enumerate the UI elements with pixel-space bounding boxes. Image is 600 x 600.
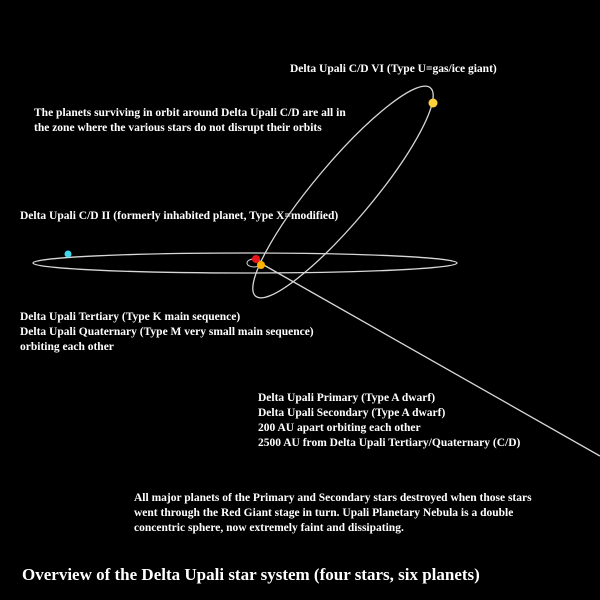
quaternary-star-marker	[257, 261, 265, 269]
tertiary-label-line: Delta Upali Tertiary (Type K main sequence)	[20, 311, 241, 323]
destroyed-note-line: went through the Red Giant stage in turn. Upali Planetary Nebula is a double	[134, 507, 514, 519]
page-title: Overview of the Delta Upali star system (four stars, six planets)	[22, 565, 480, 584]
destroyed-planets-note	[134, 491, 532, 536]
orbit-planet-ii	[33, 253, 457, 273]
primary-label-line: Delta Upali Primary (Type A dwarf)	[258, 392, 436, 404]
tertiary-quaternary-label	[20, 310, 314, 355]
primary-secondary-label	[258, 391, 520, 451]
tertiary-label-line: orbiting each other	[20, 341, 114, 353]
planet-ii-label: Delta Upali C/D II (formerly inhabited planet, Type X=modified)	[20, 210, 339, 222]
primary-label-line: Delta Upali Secondary (Type A dwarf)	[258, 407, 446, 419]
surviving-note-line: the zone where the various stars do not disrupt their orbits	[34, 122, 322, 134]
tertiary-label-line: Delta Upali Quaternary (Type M very small main sequence)	[20, 326, 314, 338]
destroyed-note-line: concentric sphere, now extremely faint and dissipating.	[134, 522, 404, 534]
surviving-planets-note	[34, 106, 346, 136]
surviving-note-line: The planets surviving in orbit around Delta Upali C/D are all in	[34, 107, 346, 119]
primary-label-line: 200 AU apart orbiting each other	[258, 422, 421, 434]
planet-ii-marker	[65, 251, 72, 258]
destroyed-note-line: All major planets of the Primary and Secondary stars destroyed when those stars	[134, 492, 532, 504]
planet-vi-label: Delta Upali C/D VI (Type U=gas/ice giant)	[290, 63, 497, 75]
primary-label-line: 2500 AU from Delta Upali Tertiary/Quaternary (C/D)	[258, 437, 521, 449]
planet-vi-marker	[429, 99, 438, 108]
